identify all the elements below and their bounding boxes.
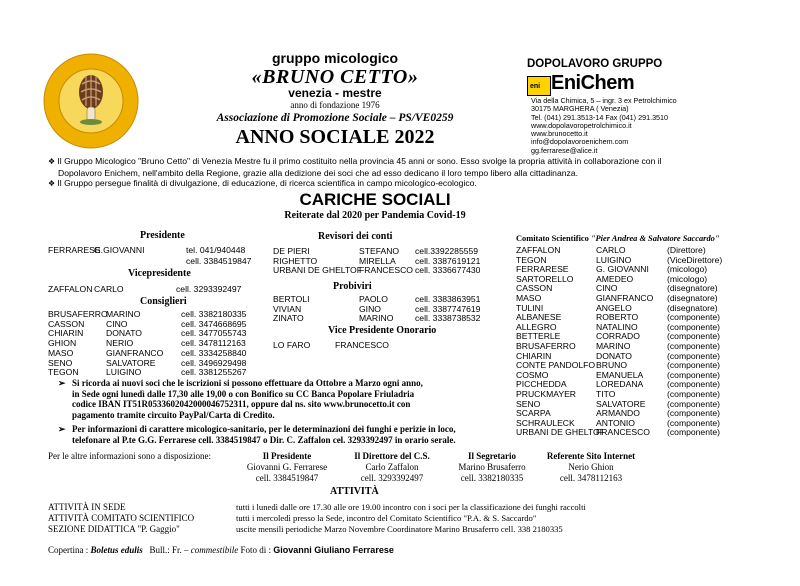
contact-column — [437, 451, 547, 484]
address-line: gg.ferrarese@alice.it — [531, 145, 598, 155]
table-row: CHIARIN DONATO (componente) — [516, 350, 721, 361]
group-city: venezia - mestre — [288, 86, 382, 100]
contact-phone: cell. 3382180335 — [460, 473, 524, 483]
diamond-bullet-icon: ❖ — [48, 157, 58, 166]
group-name: «BRUNO CETTO» — [251, 66, 419, 88]
table-row: ZAFFALON CARLO (Direttore) — [516, 245, 706, 255]
notice-line: Per informazioni di carattere micologico-sanitario, per le determinazioni dei funghi e perizie in loco, — [72, 424, 456, 434]
table-row: VIVIAN GINO cell. 3387747619 — [273, 303, 481, 314]
contacts-intro: Per le altre informazioni sono a disposizione: — [48, 451, 211, 461]
comitato-heading: Comitato Scientifico "Pier Andrea & Salvatore Saccardo" — [516, 234, 720, 243]
page-title: ANNO SOCIALE 2022 — [235, 126, 435, 148]
table-row: BRUSAFERRO MARINO cell. 3382180335 — [48, 309, 247, 319]
table-row: SARTORELLO AMEDEO (micologo) — [516, 273, 708, 284]
contact-column — [232, 451, 342, 484]
contact-column — [337, 451, 447, 484]
arrow-bullet-icon: ➢ — [58, 424, 66, 434]
contact-column — [536, 451, 646, 484]
table-row: GHION NERIO cell. 3478112163 — [48, 338, 246, 349]
eni-badge — [527, 76, 551, 96]
contact-name: Carlo Zaffalon — [365, 462, 419, 472]
notice-line: telefonare al P.te G.G. Ferrarese cell. 3384519847 o Dir. C. Zaffalon cel. 3293392497 in orario serale. — [72, 434, 456, 445]
table-row: CONTE PANDOLFO BRUNO (componente) — [516, 360, 721, 371]
address-line: 30175 MARGHERA ( Venezia) — [531, 104, 629, 114]
attivita-text: uscite mensili periodiche Marzo Novembre Coordinatore Marino Brusaferro cell. 338 2180335 — [236, 524, 563, 534]
address-line: Via della Chimica, 5 – ingr. 3 ex Petrolchimico — [531, 96, 677, 105]
address-line: info@dopolavoroenichem.com — [531, 137, 629, 147]
table-row: URBANI DE GHELTOF FRANCESCO (componente) — [516, 427, 721, 438]
notice-line: Si ricorda ai nuovi soci che le iscrizioni si possono effettuare da Ottobre a Marzo ogni anno, — [72, 378, 423, 388]
intro-line: ❖ Il Gruppo Micologico "Bruno Cetto" di Venezia Mestre fu il primo costituito nella provincia 45 anni or sono. Esso svolge la propria attività in collaborazione con il — [48, 156, 662, 166]
address-line: www.brunocetto.it — [531, 129, 588, 139]
attivita-heading: ATTIVITÀ — [330, 486, 379, 497]
consiglieri-heading: Consiglieri — [140, 296, 187, 307]
dopolavoro-title: DOPOLAVORO GRUPPO — [527, 58, 663, 70]
table-row: cell. 3384519847 — [186, 256, 252, 266]
presidente-heading: Presidente — [140, 230, 185, 241]
contact-name: Giovanni G. Ferrarese — [246, 462, 328, 472]
attivita-label: SEZIONE DIDATTICA "P. Gaggio" — [48, 524, 180, 534]
table-row: SENO SALVATORE (componente) — [516, 398, 721, 409]
probiviri-heading: Probiviri — [333, 281, 372, 292]
contact-phone: cell. 3384519847 — [255, 473, 319, 483]
founded: anno di fondazione 1976 — [290, 100, 380, 110]
notice-line: codice IBAN IT51R0533602042000046752311, oppure dal ns. sito www.brunocetto.it con — [72, 399, 411, 409]
table-row: URBANI DE GHELTOF FRANCESCO cell. 3336677430 — [273, 265, 481, 276]
table-row: COSMO EMANUELA (componente) — [516, 369, 721, 380]
group-label: gruppo micologico — [272, 50, 398, 66]
intro-line: Dopolavoro Enichem, nell'ambito della Regione, grazie alla dedizione dei soci che ad esso dedicano il loro tempo libero alla cittadinanza. — [58, 167, 578, 178]
footer-credits: Copertina : Boletus edulis Bull.: Fr. – commestibile Foto di : Giovanni Giuliano Ferrarese — [48, 545, 394, 555]
cariche-subtitle: Reiterate dal 2020 per Pandemia Covid-19 — [284, 210, 466, 221]
vicepresidente-heading: Vicepresidente — [128, 268, 191, 279]
enichem-brand: EniChem — [551, 72, 635, 94]
table-row: TEGON LUIGINO (ViceDirettore) — [516, 254, 723, 265]
table-row: BRUSAFERRO MARINO (componente) — [516, 341, 721, 351]
contact-heading: Referente Sito Internet — [546, 451, 636, 461]
notice-signup — [58, 378, 423, 420]
contact-name: Marino Brusaferro — [458, 462, 526, 472]
table-row: ZAFFALON CARLO cell. 3293392497 — [48, 284, 242, 294]
notice-info — [58, 424, 456, 445]
table-row: SENO SALVATORE cell. 3496929498 — [48, 357, 247, 368]
table-row: PICCHEDDA LOREDANA (componente) — [516, 379, 721, 390]
table-row: TEGON LUIGINO cell. 3381255267 — [48, 367, 247, 378]
eni-badge-text: eni — [530, 83, 541, 90]
table-row: SCARPA ARMANDO (componente) — [516, 408, 721, 419]
table-row: LO FARO FRANCESCO — [273, 340, 389, 350]
attivita-text: tutti i lunedì dalle ore 17.30 alle ore 19.00 incontro con i soci per la classificazione dei funghi raccolti — [236, 502, 586, 512]
table-row: CASSON CINO (disegnatore) — [516, 283, 718, 294]
notice-line: in Sede ogni lunedì dalle 17,30 alle 19,00 o con Bonifico su CC Banca Popolare Friuladria — [72, 388, 415, 399]
table-row: DE PIERI STEFANO cell.3392285559 — [273, 246, 479, 256]
table-row: TULINI ANGELO (disegnatore) — [516, 302, 718, 313]
table-row: ALBANESE ROBERTO (componente) — [516, 312, 721, 323]
notice-line: pagamento tramite circuito PayPal/Carta di Credito. — [72, 409, 275, 420]
cariche-title: CARICHE SOCIALI — [299, 190, 451, 209]
contact-heading: Il Direttore del C.S. — [354, 451, 430, 461]
table-row: MASO GIANFRANCO cell. 3334258840 — [48, 347, 247, 358]
table-row: CHIARIN DONATO cell. 3477055743 — [48, 328, 247, 339]
table-row: BERTOLI PAOLO cell. 3383863951 — [273, 294, 481, 304]
attivita-label: ATTIVITÀ IN SEDE — [48, 502, 126, 512]
attivita-label: ATTIVITÀ COMITATO SCIENTIFICO — [48, 513, 195, 523]
intro-text — [48, 156, 662, 190]
address-line: Tel. (041) 291.3513-14 Fax (041) 291.3510 — [531, 112, 669, 122]
table-row: ZINATO MARINO cell. 3338738532 — [273, 313, 481, 324]
contact-name: Nerio Ghion — [568, 462, 614, 472]
contact-phone: cell. 3478112163 — [559, 473, 623, 483]
contact-phone: cell. 3293392497 — [360, 473, 424, 483]
table-row: ALLEGRO NATALINO (componente) — [516, 321, 721, 332]
group-logo — [42, 52, 140, 150]
intro-line: ❖ Il Gruppo persegue finalità di divulgazione, di educazione, di ricerca scientifica in campo micologico-ecologico. — [48, 178, 477, 188]
dopolavoro-address — [531, 97, 677, 155]
diamond-bullet-icon: ❖ — [48, 179, 58, 188]
contact-heading: Il Presidente — [262, 451, 312, 461]
attivita-text: tutti i mercoledì presso la Sede, incontro del Comitato Scientifico "P.A. & S. Saccardo" — [236, 513, 537, 523]
arrow-bullet-icon: ➢ — [58, 378, 66, 388]
address-line: www.dopolavoropetrolchimico.it — [531, 120, 632, 130]
association: Associazione di Promozione Sociale – PS/VE0259 — [216, 112, 454, 124]
table-row: SCHRAULECK ANTONIO (componente) — [516, 417, 721, 428]
contact-heading: Il Segretario — [467, 451, 517, 461]
revisori-heading: Revisori dei conti — [318, 231, 393, 242]
table-row: MASO GIANFRANCO (disegnatore) — [516, 293, 718, 303]
table-row: BETTERLE CORRADO (componente) — [516, 331, 721, 342]
table-row: FERRARESE G. GIOVANNI (micologo) — [516, 264, 708, 275]
table-row: PRUCKMAYER TITO (componente) — [516, 389, 721, 399]
table-row: CASSON CINO cell. 3474668695 — [48, 318, 247, 329]
table-row: FERRARESE G.GIOVANNI tel. 041/940448 — [48, 245, 246, 255]
table-row: RIGHETTO MIRELLA cell. 3387619121 — [273, 255, 481, 266]
vice-onorario-heading: Vice Presidente Onorario — [328, 325, 437, 336]
